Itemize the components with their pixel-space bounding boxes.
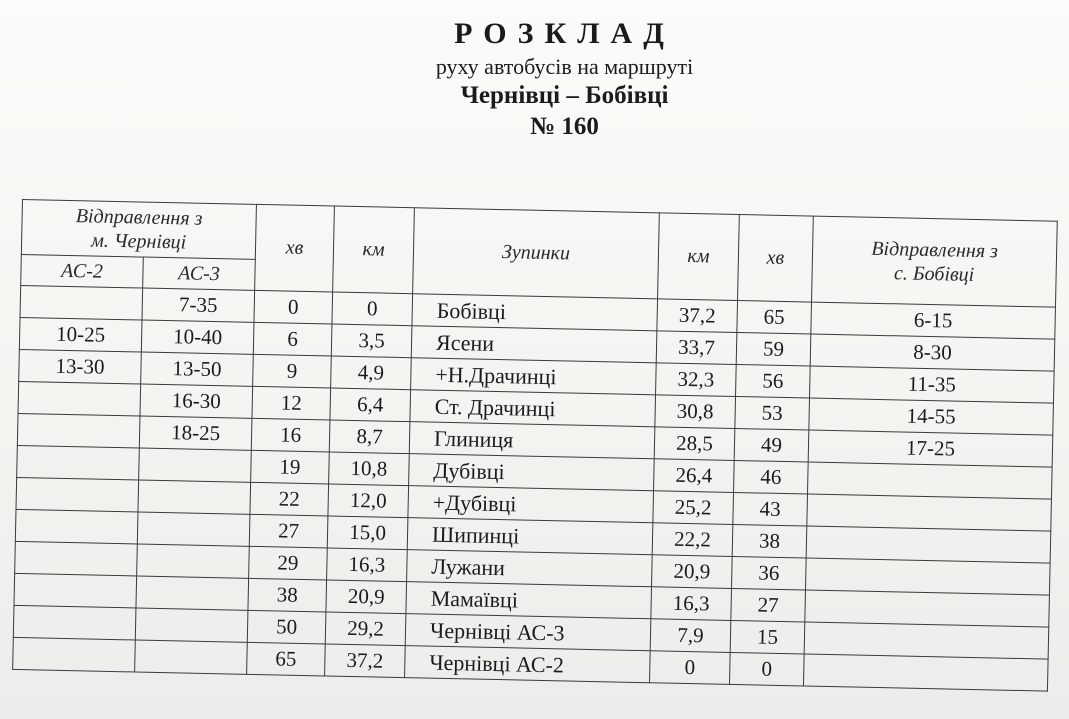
cell-stop: Чернівці АС-3 [405, 614, 651, 651]
cell-as2 [20, 285, 143, 320]
cell-as2 [15, 541, 138, 576]
departure-bobivtsi-line1: Відправлення з [871, 237, 999, 262]
cell-stop: Дубівці [409, 454, 655, 491]
cell-as2 [15, 509, 138, 544]
cell-min-return: 65 [737, 301, 812, 335]
cell-as3 [137, 544, 250, 578]
cell-stop: Ст. Драчинці [410, 390, 656, 427]
document-title: РОЗКЛАД [454, 17, 675, 50]
cell-as3: 10-40 [141, 320, 254, 354]
cell-departure-bobivtsi [803, 654, 1048, 691]
cell-as2 [16, 477, 139, 512]
cell-stop: Бобівці [412, 294, 658, 331]
cell-departure-bobivtsi [807, 462, 1052, 499]
cell-km: 0 [332, 292, 413, 326]
minutes-left-header: хв [255, 204, 335, 292]
cell-km: 16,3 [327, 548, 408, 582]
cell-departure-bobivtsi [804, 622, 1049, 659]
cell-km-return: 32,3 [656, 363, 737, 397]
cell-as3 [137, 512, 250, 546]
cell-min-return: 43 [733, 492, 808, 526]
cell-departure-bobivtsi [806, 526, 1051, 563]
cell-min: 16 [251, 418, 330, 452]
cell-as2 [18, 381, 141, 416]
cell-min-return: 15 [730, 620, 805, 654]
cell-stop: Глиниця [409, 422, 655, 459]
cell-min: 12 [252, 386, 331, 420]
cell-min-return: 46 [734, 460, 809, 494]
cell-stop: Чернівці АС-2 [405, 646, 651, 683]
km-right-header: км [658, 213, 740, 301]
cell-as2: 13-30 [19, 349, 142, 384]
cell-min-return: 36 [731, 556, 806, 590]
cell-km-return: 28,5 [654, 427, 735, 461]
cell-as2: 10-25 [19, 317, 142, 352]
cell-as3 [135, 608, 248, 642]
cell-as2 [13, 637, 136, 672]
cell-km: 29,2 [325, 612, 406, 646]
cell-departure-bobivtsi: 14-55 [809, 398, 1054, 435]
cell-km-return: 25,2 [653, 491, 734, 525]
cell-min: 27 [249, 514, 328, 548]
cell-km-return: 16,3 [651, 587, 732, 621]
departure-chernivtsi-header [21, 200, 256, 260]
cell-min-return: 38 [732, 524, 807, 558]
cell-as3 [138, 480, 251, 514]
cell-departure-bobivtsi: 11-35 [810, 366, 1055, 403]
document-header [0, 14, 1069, 142]
schedule-body [13, 285, 1056, 691]
schedule-table [12, 199, 1058, 692]
schedule-table-wrap [12, 199, 1062, 714]
cell-departure-bobivtsi: 6-15 [811, 302, 1056, 339]
cell-km: 20,9 [326, 580, 407, 614]
cell-as2 [17, 445, 140, 480]
cell-min-return: 27 [731, 588, 806, 622]
cell-as3: 7-35 [142, 288, 255, 322]
departure-chernivtsi-line2: м. Чернівці [90, 229, 187, 254]
stops-header: Зупинки [413, 208, 660, 299]
cell-departure-bobivtsi [805, 590, 1050, 627]
cell-km: 10,8 [329, 452, 410, 486]
cell-departure-bobivtsi [807, 494, 1052, 531]
cell-min: 65 [247, 642, 326, 676]
minutes-right-header: хв [738, 215, 814, 303]
cell-stop: Мамаївці [406, 582, 652, 619]
cell-min-return: 59 [736, 333, 811, 367]
departure-bobivtsi-line2: с. Бобівці [893, 261, 975, 286]
cell-km: 12,0 [328, 484, 409, 518]
cell-km-return: 33,7 [656, 331, 737, 365]
cell-as2 [13, 605, 136, 640]
km-left-header: км [333, 206, 415, 294]
cell-stop: Лужани [407, 550, 653, 587]
cell-min-return: 56 [736, 364, 811, 398]
cell-min: 29 [249, 546, 328, 580]
cell-km: 3,5 [331, 324, 412, 358]
document-subtitle: руху автобусів на маршруті [435, 54, 694, 79]
cell-stop: Шипинці [407, 518, 653, 555]
cell-min-return: 0 [729, 652, 804, 686]
cell-as3: 16-30 [140, 384, 253, 418]
cell-departure-bobivtsi [805, 558, 1050, 595]
cell-stop: Ясени [411, 326, 657, 363]
cell-as3 [135, 640, 248, 674]
cell-km-return: 30,8 [655, 395, 736, 429]
cell-km-return: 37,2 [657, 299, 738, 333]
cell-min: 6 [253, 322, 332, 356]
cell-km: 4,9 [331, 356, 412, 390]
route-name: Чернівці – Бобівці [460, 82, 669, 109]
cell-as2 [14, 573, 137, 608]
cell-km: 8,7 [329, 420, 410, 454]
cell-km: 37,2 [325, 644, 406, 678]
departure-bobivtsi-header [812, 216, 1058, 307]
cell-min: 0 [254, 290, 333, 324]
cell-as3 [139, 448, 252, 482]
cell-km-return: 22,2 [652, 523, 733, 557]
cell-km: 15,0 [327, 516, 408, 550]
cell-km-return: 7,9 [650, 619, 731, 653]
cell-km-return: 0 [650, 651, 731, 685]
cell-min: 9 [253, 354, 332, 388]
as2-header: АС-2 [21, 254, 144, 288]
cell-min: 22 [250, 482, 329, 516]
cell-km-return: 26,4 [654, 459, 735, 493]
departure-chernivtsi-line1: Відправлення з [75, 205, 203, 230]
cell-min: 38 [248, 578, 327, 612]
cell-as3 [136, 576, 249, 610]
cell-as2 [17, 413, 140, 448]
cell-min-return: 49 [734, 428, 809, 462]
cell-km: 6,4 [330, 388, 411, 422]
cell-stop: +Дубівці [408, 486, 654, 523]
cell-min-return: 53 [735, 396, 810, 430]
route-number: № 160 [530, 113, 599, 140]
cell-departure-bobivtsi: 8-30 [810, 334, 1055, 371]
cell-stop: +Н.Драчинці [411, 358, 657, 395]
cell-as3: 13-50 [141, 352, 254, 386]
cell-km-return: 20,9 [652, 555, 733, 589]
cell-departure-bobivtsi: 17-25 [808, 430, 1053, 467]
cell-as3: 18-25 [139, 416, 252, 450]
cell-min: 50 [247, 610, 326, 644]
as3-header: АС-3 [143, 257, 256, 290]
cell-min: 19 [251, 450, 330, 484]
